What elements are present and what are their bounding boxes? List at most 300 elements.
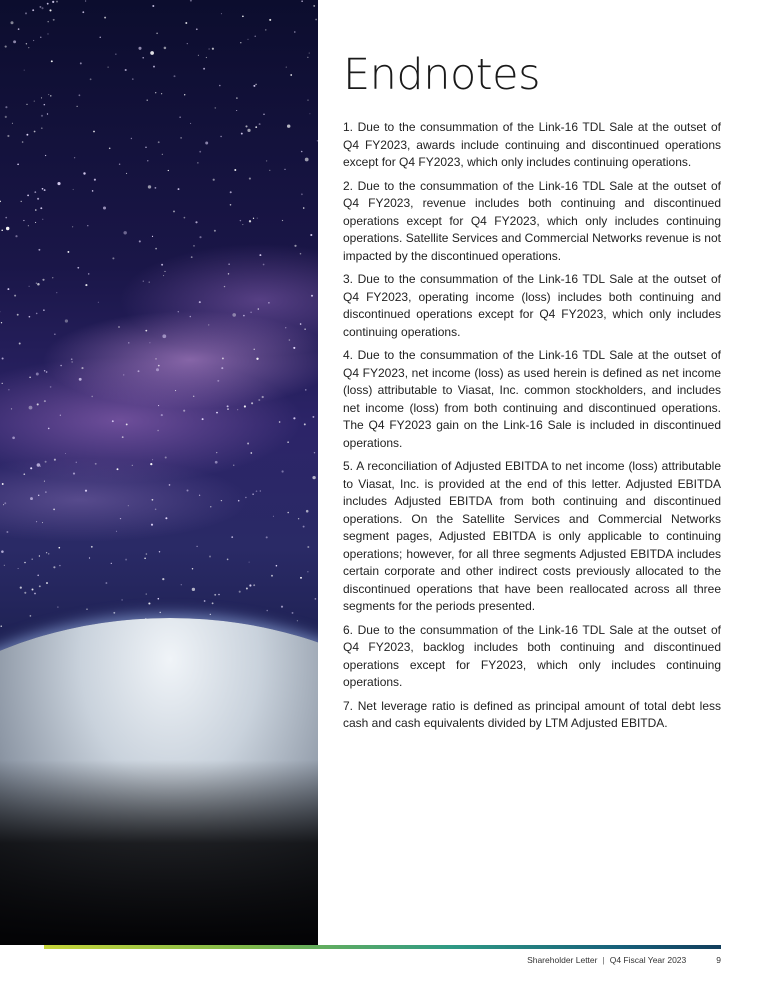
star: [117, 468, 119, 470]
star: [120, 518, 121, 519]
star: [2, 383, 3, 384]
star: [88, 273, 90, 275]
endnote-3: 3. Due to the consummation of the Link-16 TDL Sale at the outset of Q4 FY2023, operating income (loss) includes both continuing and discontinued operations except for Q4 FY2023, which only includes continuing operations.: [343, 272, 721, 339]
star: [44, 400, 46, 402]
star: [151, 524, 153, 526]
star: [4, 565, 5, 566]
star: [190, 123, 191, 124]
star: [227, 559, 229, 561]
star: [292, 612, 294, 614]
star: [32, 589, 34, 591]
star: [309, 53, 310, 54]
star: [269, 19, 271, 21]
star: [132, 78, 134, 80]
star: [247, 443, 249, 445]
star: [54, 334, 55, 335]
star: [148, 602, 150, 604]
star: [93, 131, 95, 133]
star: [150, 463, 152, 465]
star: [208, 324, 209, 325]
star: [310, 234, 312, 236]
star: [313, 5, 315, 7]
star: [147, 100, 148, 101]
star: [249, 584, 251, 586]
star: [242, 15, 244, 17]
star: [38, 495, 39, 496]
star: [247, 39, 248, 40]
star: [148, 185, 151, 188]
star: [279, 421, 281, 423]
star: [71, 358, 73, 360]
star: [179, 117, 180, 118]
star: [37, 575, 39, 577]
star: [87, 225, 88, 226]
endnote-1: 1. Due to the consummation of the Link-16 TDL Sale at the outset of Q4 FY2023, awards include continuing and discontinued operations except for Q4 FY2023, which only includes continuing operations.: [343, 120, 721, 169]
star: [122, 436, 124, 438]
star: [301, 1, 302, 2]
star: [2, 483, 4, 485]
star: [152, 459, 153, 460]
star: [40, 466, 41, 467]
star: [208, 48, 209, 49]
star: [227, 408, 228, 409]
star: [59, 565, 60, 566]
star: [36, 373, 39, 376]
star: [254, 349, 255, 350]
star: [294, 245, 296, 247]
star: [139, 240, 141, 242]
star: [265, 29, 266, 30]
star: [128, 342, 129, 343]
star: [22, 141, 24, 143]
star: [245, 125, 247, 127]
footer-gradient-rule: [44, 945, 721, 949]
star: [143, 281, 144, 282]
star: [53, 566, 55, 568]
star: [24, 562, 26, 564]
star: [34, 131, 36, 133]
star: [90, 78, 92, 80]
star: [31, 558, 32, 559]
star: [175, 390, 176, 391]
star: [56, 1, 58, 3]
star: [165, 517, 167, 519]
star: [5, 217, 7, 219]
endnotes-list: [343, 119, 721, 739]
star: [293, 347, 295, 349]
star: [35, 222, 36, 223]
star: [249, 562, 250, 563]
star: [202, 418, 204, 420]
star: [164, 47, 167, 50]
star: [13, 40, 16, 43]
star: [14, 295, 16, 297]
star: [86, 609, 87, 610]
star: [1, 322, 2, 323]
star: [26, 134, 28, 136]
star: [162, 154, 163, 155]
star: [173, 210, 175, 212]
star: [284, 169, 285, 170]
page-footer: [527, 955, 721, 965]
star: [24, 70, 25, 71]
star: [247, 129, 250, 132]
star: [312, 416, 314, 418]
star: [29, 316, 31, 318]
star: [155, 248, 157, 250]
star: [104, 17, 106, 19]
star: [298, 518, 299, 519]
star: [161, 414, 163, 416]
star: [37, 198, 39, 200]
star: [42, 219, 43, 220]
star: [282, 220, 283, 221]
star: [250, 312, 252, 314]
star: [54, 459, 56, 461]
star: [41, 97, 42, 98]
star: [131, 138, 132, 139]
star: [221, 13, 222, 14]
star: [158, 598, 160, 600]
star: [303, 207, 305, 209]
star: [35, 209, 37, 211]
star: [260, 490, 261, 491]
star: [178, 188, 180, 190]
star: [0, 311, 1, 312]
star: [187, 490, 189, 492]
star: [307, 571, 308, 572]
star: [192, 568, 193, 569]
star: [192, 588, 195, 591]
star: [210, 614, 211, 615]
star: [214, 230, 216, 232]
star: [195, 221, 197, 223]
star: [42, 188, 44, 190]
star: [158, 365, 160, 367]
star: [57, 606, 58, 607]
star: [185, 22, 187, 24]
star: [115, 54, 116, 55]
star: [60, 365, 62, 367]
star: [205, 142, 208, 145]
star: [37, 283, 40, 286]
star: [34, 593, 36, 595]
star: [46, 371, 48, 373]
star: [169, 484, 171, 486]
star: [65, 453, 66, 454]
star: [214, 594, 216, 596]
star: [12, 123, 13, 124]
star: [315, 19, 317, 21]
star: [47, 3, 49, 5]
star: [144, 558, 146, 560]
star: [216, 412, 218, 414]
star: [91, 396, 93, 398]
star: [18, 28, 20, 30]
star: [213, 179, 215, 181]
star: [34, 191, 36, 193]
star: [29, 376, 31, 378]
star: [232, 313, 236, 317]
star: [41, 127, 43, 129]
star: [53, 19, 55, 21]
star: [253, 85, 255, 87]
star: [196, 546, 197, 547]
star: [253, 218, 254, 219]
star: [312, 476, 315, 479]
star: [51, 60, 53, 62]
star: [227, 405, 229, 407]
star: [304, 328, 305, 329]
star: [146, 594, 147, 595]
star: [307, 57, 308, 58]
star: [238, 500, 240, 502]
star: [10, 21, 13, 24]
star: [187, 43, 188, 44]
star: [39, 555, 40, 556]
star: [233, 465, 234, 466]
star: [240, 220, 241, 221]
star: [174, 75, 176, 77]
star: [183, 410, 185, 412]
star: [77, 106, 78, 107]
star: [297, 620, 298, 621]
star: [36, 283, 37, 284]
star: [199, 236, 201, 238]
star: [79, 378, 82, 381]
star: [158, 405, 159, 406]
star: [199, 151, 201, 153]
star: [76, 462, 77, 463]
star: [287, 124, 290, 127]
star: [36, 313, 38, 315]
star: [125, 69, 127, 71]
star: [204, 600, 206, 602]
star: [12, 436, 15, 439]
star: [36, 521, 37, 522]
star: [269, 170, 270, 171]
footer-doc-title: Shareholder Letter: [527, 955, 598, 965]
star: [246, 588, 248, 590]
star: [121, 599, 123, 601]
star: [221, 367, 223, 369]
star: [39, 585, 41, 587]
star: [164, 271, 165, 272]
star: [257, 218, 258, 219]
star: [178, 311, 179, 312]
star: [38, 249, 40, 251]
star: [276, 565, 278, 567]
star: [285, 327, 286, 328]
star: [218, 594, 220, 596]
star: [237, 409, 238, 410]
star: [57, 182, 60, 185]
star: [168, 170, 169, 171]
star: [107, 66, 108, 67]
star: [307, 546, 309, 548]
star: [161, 264, 163, 266]
star: [287, 441, 289, 443]
star: [210, 506, 211, 507]
star: [255, 36, 256, 37]
star: [180, 137, 182, 139]
star: [77, 267, 79, 269]
star: [163, 275, 164, 276]
star: [41, 115, 43, 117]
star: [230, 191, 232, 193]
hero-image-space-earth: [0, 0, 318, 945]
star: [44, 370, 45, 371]
star: [81, 367, 83, 369]
star: [196, 28, 198, 30]
star: [42, 522, 43, 523]
star: [309, 113, 310, 114]
star: [300, 577, 302, 579]
endnote-2: 2. Due to the consummation of the Link-16 TDL Sale at the outset of Q4 FY2023, revenue includes both continuing and discontinued operations except for Q4 FY2023, which only includes continuing operations. Satellite Services and Commercial Networks revenue is not impacted by the discontinued operations.: [343, 178, 721, 263]
star: [262, 396, 264, 398]
star: [156, 33, 158, 35]
star: [290, 74, 292, 76]
star: [112, 257, 114, 259]
star: [44, 189, 46, 191]
star: [67, 251, 69, 253]
star: [85, 0, 86, 1]
star: [301, 193, 303, 195]
star: [240, 42, 241, 43]
star: [0, 201, 1, 202]
endnote-7: 7. Net leverage ratio is defined as principal amount of total debt less cash and cash equivalents divided by LTM Adjusted EBITDA.: [343, 698, 721, 730]
star: [30, 497, 33, 500]
star: [45, 461, 47, 463]
star: [24, 592, 26, 594]
star: [236, 97, 237, 98]
star: [5, 106, 7, 108]
star: [287, 512, 289, 514]
star: [212, 602, 214, 604]
star: [157, 430, 159, 432]
star: [162, 578, 164, 580]
star: [29, 286, 30, 287]
star: [132, 465, 133, 466]
star: [263, 264, 265, 266]
star: [17, 314, 19, 316]
star: [6, 531, 8, 533]
star: [152, 236, 153, 237]
star: [103, 206, 106, 209]
star: [215, 461, 218, 464]
star: [161, 93, 162, 94]
star: [149, 282, 150, 283]
star: [26, 43, 27, 44]
star: [21, 201, 22, 202]
star: [85, 284, 87, 286]
star: [317, 140, 318, 142]
star: [125, 559, 127, 561]
star: [19, 343, 21, 345]
star: [256, 490, 258, 492]
star: [37, 403, 39, 405]
star: [37, 463, 41, 467]
star: [155, 509, 157, 511]
star: [46, 552, 47, 553]
star: [48, 94, 49, 95]
star: [6, 227, 9, 230]
star: [79, 94, 81, 96]
star: [142, 57, 144, 59]
star: [197, 162, 198, 163]
star: [2, 357, 4, 359]
star: [203, 68, 205, 70]
star: [307, 99, 308, 100]
star: [5, 116, 7, 118]
star: [305, 389, 306, 390]
star: [152, 499, 154, 501]
star: [43, 309, 45, 311]
star: [32, 9, 34, 11]
star: [48, 553, 49, 554]
star: [56, 292, 57, 293]
star: [311, 295, 313, 297]
endnote-4: 4. Due to the consummation of the Link-16 TDL Sale at the outset of Q4 FY2023, net income (loss) as used herein is defined as net income (loss) attributable to Viasat, Inc. common stockholders, and includes net income (loss) from both continuing and discontinued operations. The Q4 FY2023 gain on the Link-16 Sale is included in discontinued operations.: [343, 348, 721, 450]
star: [7, 135, 9, 137]
star: [181, 584, 182, 585]
star: [18, 568, 19, 569]
star: [301, 151, 303, 153]
star: [271, 575, 273, 577]
star: [44, 481, 45, 482]
star: [94, 179, 96, 181]
star: [199, 495, 200, 496]
star: [159, 551, 160, 552]
star: [155, 92, 156, 93]
star: [60, 415, 61, 416]
star: [314, 452, 315, 453]
star: [72, 361, 73, 362]
star: [50, 95, 51, 96]
star: [286, 66, 287, 67]
star: [239, 591, 241, 593]
star: [82, 11, 84, 13]
star: [258, 308, 260, 310]
star: [85, 490, 87, 492]
star: [153, 66, 155, 68]
star: [25, 12, 27, 14]
star: [34, 100, 35, 101]
star: [3, 504, 4, 505]
star: [220, 136, 221, 137]
star: [259, 123, 261, 125]
star: [145, 330, 147, 332]
star: [259, 254, 261, 256]
star: [156, 368, 159, 371]
star: [100, 37, 101, 38]
star: [20, 587, 22, 589]
star: [305, 158, 309, 162]
star: [42, 279, 44, 281]
star: [23, 473, 25, 475]
star: [1, 230, 3, 232]
star: [128, 505, 129, 506]
star: [113, 612, 115, 614]
star: [28, 225, 29, 226]
star: [123, 231, 126, 234]
star: [72, 226, 73, 227]
star: [206, 57, 207, 58]
star: [149, 342, 150, 343]
star: [45, 491, 46, 492]
star: [289, 339, 291, 341]
star: [89, 557, 90, 558]
